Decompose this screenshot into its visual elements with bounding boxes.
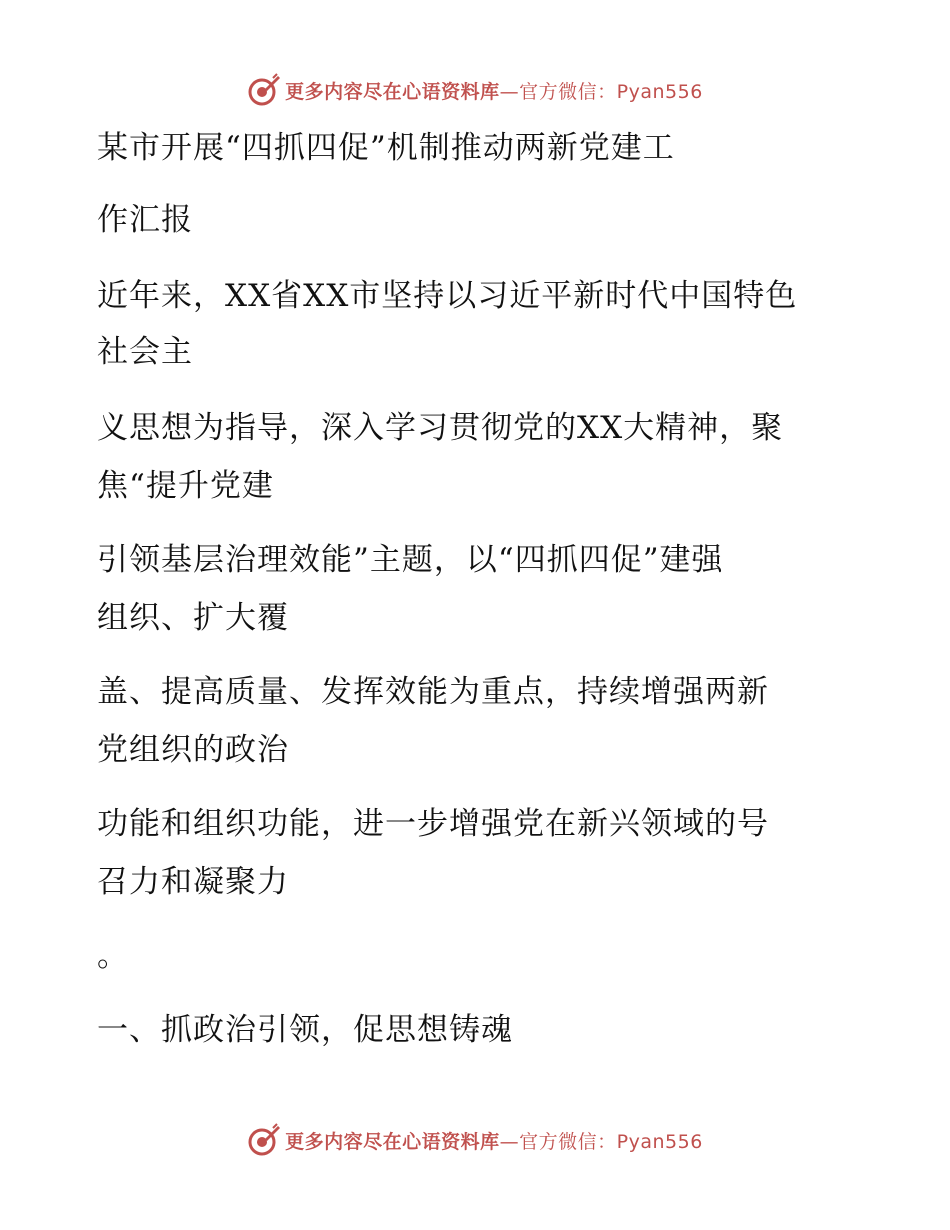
paragraph-line: 引领基层治理效能”主题，以“四抓四促”建强 <box>97 542 724 578</box>
paragraph-line: 功能和组织功能，进一步增强党在新兴领域的号 <box>97 806 769 842</box>
paragraph-line: 盖、提高质量、发挥效能为重点，持续增强两新 <box>97 674 769 710</box>
paragraph-line: 焦“提升党建 <box>97 468 274 504</box>
paragraph-line: 党组织的政治 <box>97 732 289 768</box>
watermark-dash: — <box>499 80 520 103</box>
watermark-banner-bottom <box>0 1120 950 1160</box>
watermark-official: 官方微信：Pyan556 <box>519 1130 703 1153</box>
paragraph-line: 义思想为指导，深入学习贯彻党的XX大精神，聚 <box>97 410 784 446</box>
section-heading: 一、抓政治引领，促思想铸魂 <box>97 1012 513 1048</box>
paragraph-line: 召力和凝聚力 <box>97 864 289 900</box>
quill-seal-logo-icon <box>247 1123 281 1157</box>
watermark-banner-top <box>0 70 950 110</box>
watermark-text <box>285 77 703 104</box>
title-line-2: 作汇报 <box>97 202 193 238</box>
title-line-1: 某市开展“四抓四促”机制推动两新党建工 <box>97 130 675 166</box>
watermark-text <box>285 1127 703 1154</box>
watermark-main: 更多内容尽在心语资料库 <box>285 80 500 103</box>
watermark-official: 官方微信：Pyan556 <box>519 80 703 103</box>
quill-seal-logo-icon <box>247 73 281 107</box>
paragraph-line: 。 <box>97 938 129 974</box>
watermark-dash: — <box>499 1130 520 1153</box>
watermark-main: 更多内容尽在心语资料库 <box>285 1130 500 1153</box>
paragraph-line: 社会主 <box>97 334 193 370</box>
paragraph-line: 组织、扩大覆 <box>97 600 289 636</box>
paragraph-line: 近年来，XX省XX市坚持以习近平新时代中国特色 <box>97 278 798 314</box>
